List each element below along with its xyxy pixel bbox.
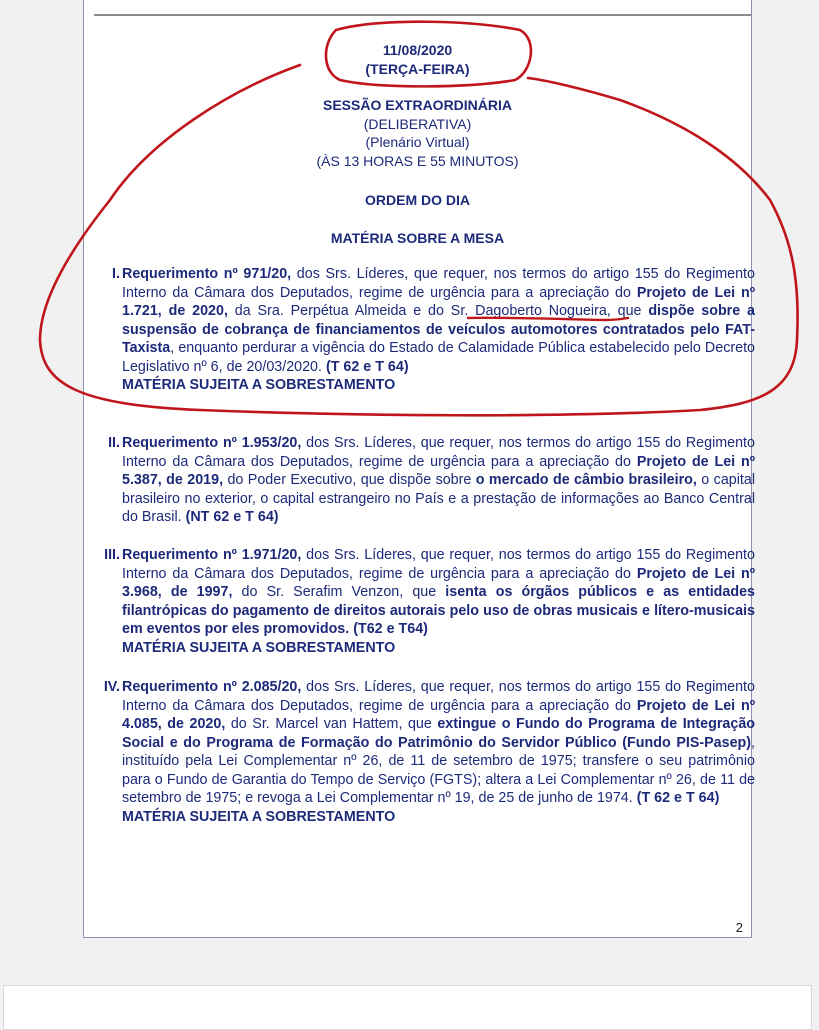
- session-weekday: (TERÇA-FEIRA): [365, 61, 470, 77]
- item-tag: (T62 e T64): [353, 621, 428, 637]
- item-status: MATÉRIA SUJEITA A SOBRESTAMENTO: [122, 808, 396, 825]
- item-text-part: , instituído pela Lei Complementar nº 26, de 11 de setembro de 1975; transfere o seu patrimônio para o Fundo de Garantia do Tempo de Serviço (FGTS); altera a Lei Complementar nº 26, de 11 de setembro de 1975; e revoga a Lei Complementar nº 19, de 25 de junho de 1974.: [122, 734, 755, 806]
- item-text-part: dos Srs. Líderes, que requer, nos termos do artigo 155 do Regimento Interno da Câmara dos Deputados, regime de urgência para a apreciação do: [122, 435, 755, 470]
- requirement-ref: Requerimento nº 1.971/20,: [122, 547, 302, 563]
- item-number: II.: [108, 435, 120, 451]
- item-text-part: do Sr. Serafim Venzon, que: [232, 584, 446, 600]
- section-title: MATÉRIA SOBRE A MESA: [330, 230, 505, 246]
- bill-subject: isenta os órgãos públicos e as entidades filantrópicas do pagamento de direitos autorais pelo uso de obras musicais e lítero-musicais em eventos por eles promovidos.: [122, 584, 755, 637]
- item-number: IV.: [103, 679, 120, 695]
- bill-ref: Projeto de Lei nº 4.085, de 2020,: [122, 697, 755, 732]
- item-status: MATÉRIA SUJEITA A SOBRESTAMENTO: [122, 639, 396, 656]
- item-text-part: da Sra. Perpétua Almeida e do Sr. Dagoberto Nogueira, que: [227, 303, 649, 319]
- item-text: [122, 265, 755, 395]
- bill-ref: Projeto de Lei nº 5.387, de 2019,: [122, 453, 755, 488]
- item-text-part: dos Srs. Líderes, que requer, nos termos do artigo 155 do Regimento Interno da Câmara dos Deputados, regime de urgência para a apreciação do: [122, 547, 755, 582]
- agenda-title: ORDEM DO DIA: [365, 192, 470, 208]
- document-page: [83, 0, 756, 938]
- session-type: (DELIBERATIVA): [363, 116, 472, 132]
- bill-subject: extingue o Fundo do Programa de Integração Social e do Programa de Formação do Patrimônio do Servidor Público (Fundo PIS-Pasep): [122, 716, 756, 751]
- bill-subject: dispõe sobre a suspensão de cobrança de financiamentos de veículos automotores contratados pelo FAT-Taxista: [122, 303, 756, 356]
- item-tag: (NT 62 e T 64): [185, 509, 279, 525]
- item-text: [122, 678, 755, 826]
- item-number: I.: [112, 266, 120, 282]
- item-text-part: dos Srs. Líderes, que requer, nos termos do artigo 155 do Regimento Interno da Câmara dos Deputados, regime de urgência para a apreciação do: [122, 266, 755, 301]
- bill-ref: Projeto de Lei nº 1.721, de 2020,: [122, 284, 755, 319]
- next-page: [3, 985, 812, 1030]
- item-text: [122, 434, 755, 527]
- item-tag: (T 62 e T 64): [636, 790, 720, 806]
- item-text-part: , enquanto perdurar a vigência do Estado de Calamidade Pública estabelecido pelo Decreto Legislativo nº 6, de 20/03/2020.: [122, 340, 755, 375]
- session-time: (ÀS 13 HORAS E 55 MINUTOS): [316, 153, 519, 169]
- item-text-part: do Sr. Marcel van Hattem, que: [225, 716, 438, 732]
- page-number: 2: [735, 920, 743, 935]
- item-tag: (T 62 e T 64): [325, 358, 409, 375]
- bill-subject: o mercado de câmbio brasileiro,: [475, 472, 697, 488]
- item-text-part: do Poder Executivo, que dispõe sobre: [223, 472, 476, 488]
- item-status: MATÉRIA SUJEITA A SOBRESTAMENTO: [122, 377, 396, 393]
- item-text: [122, 546, 755, 657]
- session-date: 11/08/2020: [382, 42, 453, 58]
- requirement-ref: Requerimento nº 971/20,: [122, 266, 292, 282]
- requirement-ref: Requerimento nº 1.953/20,: [122, 435, 302, 451]
- item-text-part: o capital brasileiro no exterior, o capital estrangeiro no País e a prestação de informações ao Banco Central do Brasil.: [122, 472, 755, 525]
- session-mode: (Plenário Virtual): [365, 134, 470, 150]
- requirement-ref: Requerimento nº 2.085/20,: [122, 679, 302, 695]
- header-rule: [94, 14, 751, 16]
- item-text-part: dos Srs. Líderes, que requer, nos termos do artigo 155 do Regimento Interno da Câmara dos Deputados, regime de urgência para a apreciação do: [122, 679, 755, 714]
- bill-ref: Projeto de Lei nº 3.968, de 1997,: [122, 565, 755, 600]
- item-number: III.: [104, 547, 120, 563]
- session-title: SESSÃO EXTRAORDINÁRIA: [322, 97, 513, 113]
